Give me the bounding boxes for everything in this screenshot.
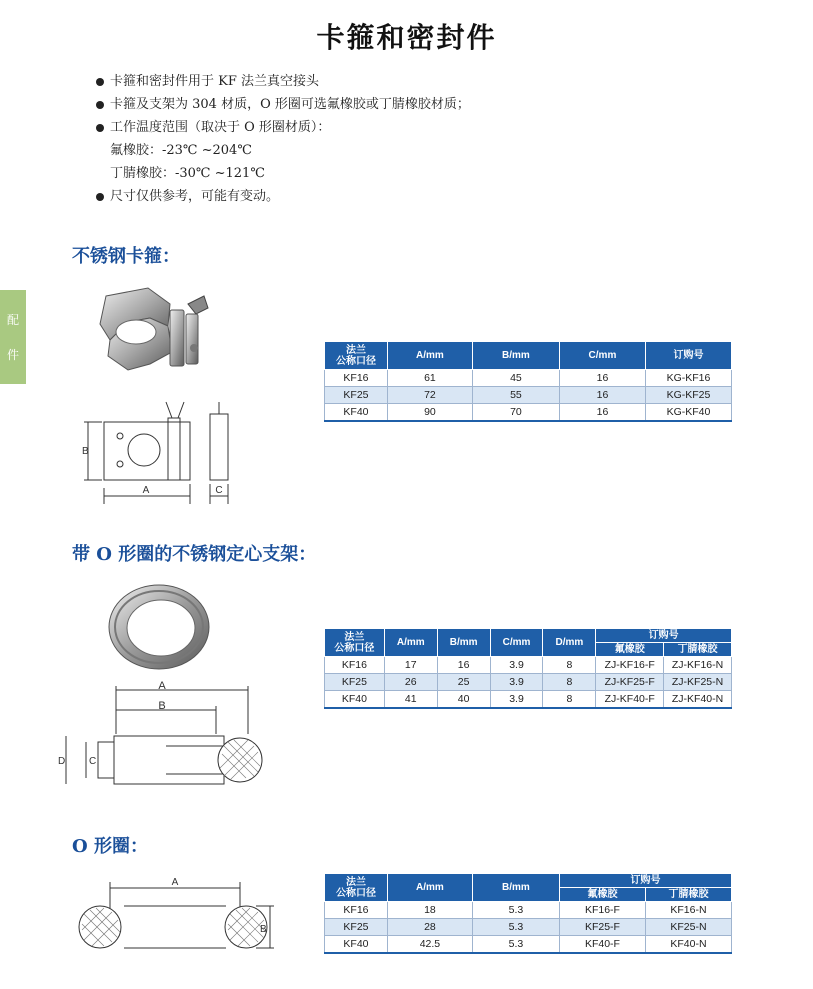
cell-b: 5.3 — [472, 902, 559, 919]
header-a: A/mm — [384, 629, 437, 657]
centering-ring-photo — [104, 578, 214, 676]
header-flange: 法兰 公称口径 — [325, 629, 385, 657]
bullet-item — [96, 185, 470, 208]
page-title: 卡箍和密封件 — [316, 21, 497, 54]
bullet-text: 丁腈橡胶：-30℃ ~121℃ — [110, 166, 265, 181]
table-row — [325, 674, 732, 691]
cell-flange: KF40 — [325, 691, 385, 709]
bullet-text: 卡箍及支架为 304 材质，O 形圈可选氟橡胶或丁腈橡胶材质； — [110, 97, 470, 112]
cell-a: 17 — [384, 657, 437, 674]
bullet-dot-icon — [96, 124, 104, 132]
cell-nbr: KF40-N — [645, 936, 731, 954]
bullet-text: 氟橡胶：-23℃ ~204℃ — [110, 143, 252, 158]
dim-label-c: C — [89, 756, 97, 767]
section-title-o-ring: O 形圈： — [72, 836, 148, 857]
cell-nbr: ZJ-KF25-N — [664, 674, 732, 691]
cell-fkm: KF16-F — [559, 902, 645, 919]
cell-order: KG-KF25 — [645, 387, 731, 404]
cell-flange: KF16 — [325, 657, 385, 674]
header-nbr: 丁腈橡胶 — [645, 888, 731, 902]
cell-flange: KF25 — [325, 919, 388, 936]
header-order: 订购号 — [645, 342, 731, 370]
cell-c: 16 — [559, 370, 645, 387]
dim-label-b: B — [82, 446, 89, 457]
bullet-dot-icon — [96, 78, 104, 86]
header-order: 订购号 — [596, 629, 732, 643]
table-row — [325, 919, 732, 936]
table-row — [325, 902, 732, 919]
cell-c: 3.9 — [490, 674, 543, 691]
dim-label-a: A — [171, 877, 179, 888]
dim-label-c: C — [215, 485, 223, 496]
cell-c: 3.9 — [490, 657, 543, 674]
clamp-spec-table — [324, 341, 732, 422]
side-tab — [0, 290, 26, 384]
cell-flange: KF40 — [325, 404, 388, 422]
header-c: C/mm — [559, 342, 645, 370]
table-header-row — [325, 874, 732, 888]
cell-c: 3.9 — [490, 691, 543, 709]
header-flange: 法兰 公称口径 — [325, 874, 388, 902]
cell-a: 41 — [384, 691, 437, 709]
cell-c: 16 — [559, 387, 645, 404]
section-title-centering-ring: 带 O 形圈的不锈钢定心支架： — [72, 544, 317, 565]
cell-d: 8 — [543, 691, 596, 709]
table-row — [325, 657, 732, 674]
cell-order: KG-KF40 — [645, 404, 731, 422]
header-b: B/mm — [472, 874, 559, 902]
cell-fkm: KF40-F — [559, 936, 645, 954]
dim-label-a: A — [142, 485, 150, 496]
cell-fkm: ZJ-KF40-F — [596, 691, 664, 709]
cell-b: 45 — [472, 370, 559, 387]
table-header-row — [325, 342, 732, 370]
cell-a: 26 — [384, 674, 437, 691]
side-tab-char: 配 — [6, 313, 19, 327]
dim-label-d: D — [58, 756, 66, 767]
cell-d: 8 — [543, 657, 596, 674]
header-b: B/mm — [472, 342, 559, 370]
bullet-dot-icon — [96, 193, 104, 201]
intro-bullet-list — [96, 70, 470, 208]
cell-fkm: KF25-F — [559, 919, 645, 936]
cell-flange: KF16 — [325, 370, 388, 387]
header-a: A/mm — [387, 342, 472, 370]
header-order: 订购号 — [559, 874, 731, 888]
header-d: D/mm — [543, 629, 596, 657]
cell-a: 61 — [387, 370, 472, 387]
dim-label-b: B — [260, 924, 267, 935]
header-a: A/mm — [387, 874, 472, 902]
cell-a: 42.5 — [387, 936, 472, 954]
centering-ring-spec-table — [324, 628, 732, 709]
cell-b: 5.3 — [472, 936, 559, 954]
cell-a: 28 — [387, 919, 472, 936]
header-nbr: 丁腈橡胶 — [664, 643, 732, 657]
cell-a: 90 — [387, 404, 472, 422]
header-flange: 法兰 公称口径 — [325, 342, 388, 370]
cell-d: 8 — [543, 674, 596, 691]
cell-b: 5.3 — [472, 919, 559, 936]
header-fkm: 氟橡胶 — [559, 888, 645, 902]
table-row — [325, 936, 732, 954]
cell-flange: KF25 — [325, 387, 388, 404]
table-row — [325, 370, 732, 387]
cell-a: 18 — [387, 902, 472, 919]
bullet-text: 尺寸仅供参考，可能有变动。 — [110, 189, 280, 204]
cell-b: 16 — [437, 657, 490, 674]
bullet-text: 工作温度范围（取决于 O 形圈材质）： — [110, 120, 331, 135]
header-fkm: 氟橡胶 — [596, 643, 664, 657]
cell-flange: KF16 — [325, 902, 388, 919]
cell-b: 25 — [437, 674, 490, 691]
bullet-dot-icon — [96, 101, 104, 109]
centering-ring-drawing — [58, 680, 272, 792]
dim-label-b: B — [158, 700, 166, 712]
cell-flange: KF40 — [325, 936, 388, 954]
bullet-item — [96, 70, 470, 93]
section-title-clamp: 不锈钢卡箍： — [72, 246, 180, 267]
header-c: C/mm — [490, 629, 543, 657]
o-ring-drawing — [70, 870, 280, 970]
cell-nbr: ZJ-KF16-N — [664, 657, 732, 674]
clamp-drawing — [80, 392, 250, 504]
bullet-item — [96, 116, 470, 139]
bullet-subitem — [96, 162, 470, 185]
cell-b: 40 — [437, 691, 490, 709]
bullet-subitem — [96, 139, 470, 162]
cell-order: KG-KF16 — [645, 370, 731, 387]
cell-a: 72 — [387, 387, 472, 404]
table-row — [325, 691, 732, 709]
cell-b: 55 — [472, 387, 559, 404]
cell-fkm: ZJ-KF25-F — [596, 674, 664, 691]
bullet-item — [96, 93, 470, 116]
header-b: B/mm — [437, 629, 490, 657]
o-ring-spec-table — [324, 873, 732, 954]
table-row — [325, 387, 732, 404]
cell-nbr: KF16-N — [645, 902, 731, 919]
clamp-photo — [88, 282, 218, 387]
bullet-text: 卡箍和密封件用于 KF 法兰真空接头 — [110, 74, 319, 89]
cell-flange: KF25 — [325, 674, 385, 691]
table-row — [325, 404, 732, 422]
cell-c: 16 — [559, 404, 645, 422]
table-header-row — [325, 629, 732, 643]
dim-label-a: A — [158, 680, 166, 692]
cell-b: 70 — [472, 404, 559, 422]
cell-fkm: ZJ-KF16-F — [596, 657, 664, 674]
side-tab-char: 件 — [6, 348, 19, 362]
cell-nbr: ZJ-KF40-N — [664, 691, 732, 709]
cell-nbr: KF25-N — [645, 919, 731, 936]
